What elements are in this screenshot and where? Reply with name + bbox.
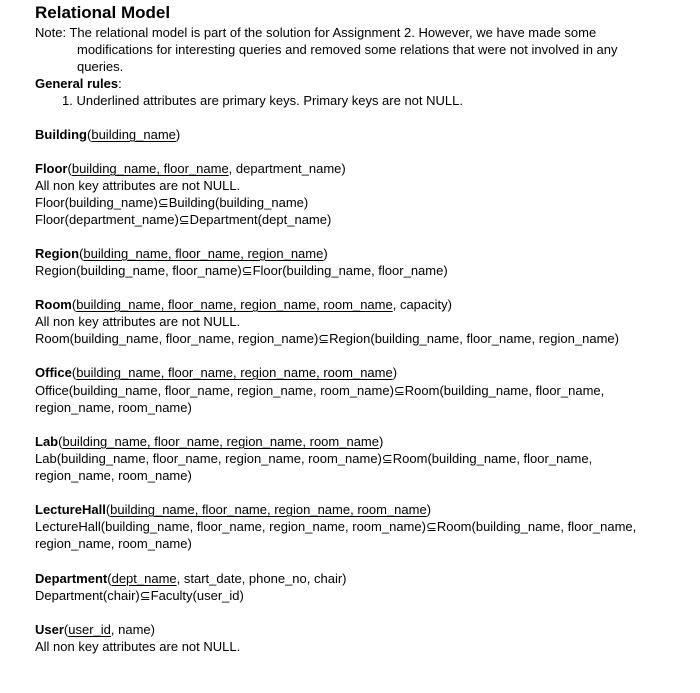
primary-key: building_name, floor_name, region_name, room_name: [110, 502, 427, 517]
primary-key: building_name, floor_name, region_name, room_name: [76, 365, 393, 380]
floor-constraint-2: Floor(building_name)⊆Building(building_name): [35, 195, 309, 210]
paren-open: (: [79, 246, 84, 261]
paren-close: ): [379, 434, 384, 449]
relation-name: Region: [35, 246, 80, 261]
relation-building: [35, 126, 180, 143]
office-constraint-2: region_name, room_name): [35, 400, 192, 415]
note-line-3: queries.: [77, 59, 124, 74]
relation-name: Office: [35, 365, 72, 380]
floor-constraint-3: Floor(department_name)⊆Department(dept_name): [35, 212, 332, 227]
lab-constraint-1: Lab(building_name, floor_name, region_name, room_name)⊆Room(building_name, floor_name,: [35, 451, 593, 466]
primary-key: building_name, floor_name, region_name, room_name: [62, 434, 379, 449]
primary-key: building_name, floor_name, region_name, room_name: [76, 297, 393, 312]
lab-constraint-2: region_name, room_name): [35, 468, 192, 483]
paren-close: ): [426, 502, 432, 517]
room-constraint-2: Room(building_name, floor_name, region_name)⊆Region(building_name, floor_name, region_name): [35, 331, 619, 346]
paren-open: (: [58, 434, 63, 449]
lecturehall-constraint-1: LectureHall(building_name, floor_name, region_name, room_name)⊆Room(building_name, floor_name,: [35, 519, 637, 534]
office-constraint-1: Office(building_name, floor_name, region_name, room_name)⊆Room(building_name, floor_name,: [35, 383, 605, 398]
relation-floor: [35, 160, 346, 177]
primary-key: dept_name: [111, 571, 177, 586]
paren-open: (: [87, 127, 92, 142]
attributes: , department_name): [228, 161, 346, 176]
relation-lecturehall: [35, 501, 431, 518]
paren-close: ): [175, 127, 181, 142]
paren-open: (: [71, 365, 77, 380]
region-constraint-1: Region(building_name, floor_name)⊆Floor(building_name, floor_name): [35, 263, 448, 278]
primary-key: building_name, floor_name, region_name: [83, 246, 324, 261]
department-constraint-1: Department(chair)⊆Faculty(user_id): [35, 588, 244, 603]
rule-1: 1. Underlined attributes are primary keys. Primary keys are not NULL.: [62, 93, 463, 108]
relation-name: Room: [35, 297, 72, 312]
paren-open: (: [63, 622, 69, 637]
paren-open: (: [71, 297, 77, 312]
paren-close: ): [392, 365, 398, 380]
relation-office: [35, 364, 397, 381]
relation-room: [35, 296, 452, 313]
user-constraint-1: All non key attributes are not NULL.: [35, 639, 241, 654]
attributes: , start_date, phone_no, chair): [176, 571, 347, 586]
primary-key: building_name, floor_name: [71, 161, 229, 176]
paren-open: (: [105, 502, 111, 517]
general-rules-colon: :: [118, 76, 122, 91]
attributes: , name): [110, 622, 155, 637]
relation-name: Building: [35, 127, 87, 142]
general-rules-label: General rules: [35, 76, 119, 91]
paren-open: (: [67, 161, 72, 176]
relation-department: [35, 570, 347, 587]
relation-region: [35, 245, 328, 262]
relation-user: [35, 621, 155, 638]
paren-open: (: [107, 571, 112, 586]
floor-constraint-1: All non key attributes are not NULL.: [35, 178, 241, 193]
note-line-1: Note: The relational model is part of the solution for Assignment 2. However, we have made some: [35, 25, 597, 40]
relation-name: Floor: [35, 161, 68, 176]
paren-close: ): [323, 246, 328, 261]
room-constraint-1: All non key attributes are not NULL.: [35, 314, 241, 329]
relation-name: Department: [35, 571, 108, 586]
primary-key: building_name: [91, 127, 176, 142]
relation-name: LectureHall: [35, 502, 106, 517]
general-rules-heading: [35, 75, 122, 92]
lecturehall-constraint-2: region_name, room_name): [35, 536, 192, 551]
note-line-2: modifications for interesting queries and removed some relations that were not involved in any: [77, 42, 618, 57]
relation-name: Lab: [35, 434, 59, 449]
relation-name: User: [35, 622, 64, 637]
primary-key: user_id: [68, 622, 111, 637]
attributes: , capacity): [392, 297, 452, 312]
page-title: Relational Model: [35, 3, 171, 22]
relation-lab: [35, 433, 383, 450]
